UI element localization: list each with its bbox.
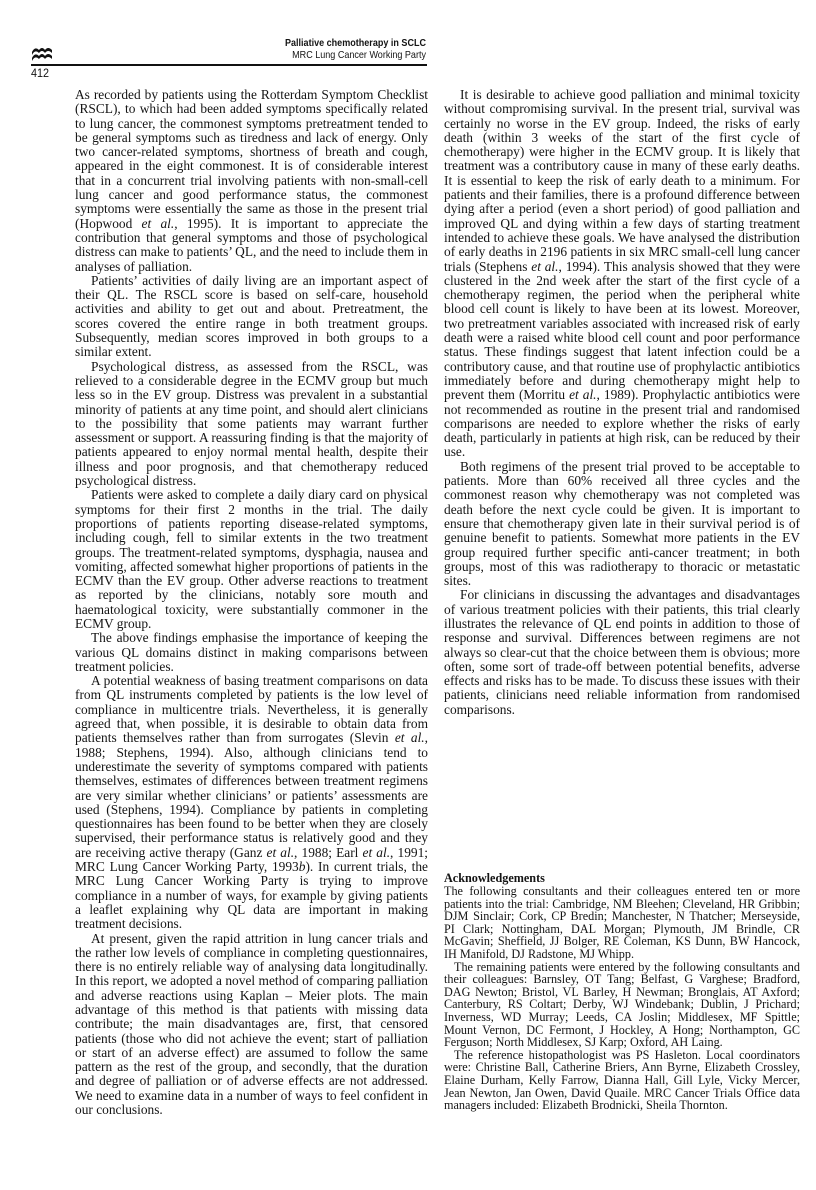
running-author: MRC Lung Cancer Working Party [292, 49, 426, 61]
italic-citation: et al. [394, 730, 425, 746]
acknowledgements-paragraph: The following consultants and their colleagues entered ten or more patients into the trial: Cambridge, NM Bleehen; Cleveland, HR Gribbin; DJM Sinclair; Cork, CP Bredin; Manchester, N Thatcher; Merseyside, PI Clark; Nottingham, DAL Morgan; Plymouth, JM Brindle, CR McGavin; Sheffield, JJ Bolger, RE Coleman, KS Dunn, BW Hancock, IH Manifold, DJ Radstone, MJ Whipp. [444, 884, 800, 961]
acknowledgements-paragraph: The remaining patients were entered by the following consultants and their colleagues: Barnsley, OT Tang; Belfast, G Varghese; Bradford, DAG Newton; Bristol, VL Barley, H Newman; Bronglais, AT Axford; Canterbury, RS Coltart; Derby, WJ Windebank; Dublin, J Prichard; Inverness, WD Murray; Leeds, CA Joslin; Middlesex, MF Spittle; Mount Vernon, DC Fermont, J Hockley, A Hong; Northampton, GC Ferguson; North Middlesex, SJ Karp; Oxford, AH Laing. [444, 959, 800, 1050]
body-paragraph: Patients were asked to complete a daily diary card on physical symptoms for their first 2 months in the trial. The daily proportions of patients reporting disease-related symptoms, including cough, fell to similar extents in the two treatment groups. The treatment-related symptoms, dysphagia, nausea and vomiting, affected somewhat higher proportions of patients in the ECMV than the EV group. Other adverse reactions to treatment as reported by the clinicians, notably sore mouth and haematological toxicity, were substantially commoner in the ECMV group. [75, 487, 428, 631]
acknowledgements-heading: Acknowledgements [444, 871, 545, 885]
body-paragraph: It is desirable to achieve good palliation and minimal toxicity without compromising survival. In the present trial, survival was certainly no worse in the EV group. Indeed, the risks of early death (within 3 weeks of the start of the first cycle of chemotherapy) were higher in the ECMV group. It is likely that treatment was a contributory cause in many of these early deaths. It is essential to keep the risk of early death to a minimum. For patients and their families, there is a profound difference between dying after a period (even a short period) of good palliation and improved QL and dying within a few days of starting treatment intended to achieve these goals. We have analysed the distribution of early deaths in 2196 patients in six MRC small-cell lung cancer trials (Stephens et al., 1994). This analysis showed that they were clustered in the 2nd week after the start of the first cycle of a chemotherapy regimen, the period when the peripheral white blood cell count is likely to have been at its lowest. Moreover, two pretreatment variables associated with increased risk of early death were a raised white blood cell count and poor performance status. These findings suggest that latent infection could be a contributory cause, and that routine use of prophylactic antibiotics immediately before and during chemotherapy might help to prevent them (Morritu et al., 1989). Prophylactic antibiotics were not recommended as routine in the present trial and randomised comparisons are needed to explore whether the risks of early death, particularly in patients at high risk, can be reduced by their use. [444, 87, 801, 460]
italic-citation: et al. [569, 387, 597, 403]
body-paragraph: A potential weakness of basing treatment comparisons on data from QL instruments completed by patients is the low level of compliance in multicentre trials. Nevertheless, it is generally agreed that, when possible, it is desirable to obtain data from patients themselves rather than from surrogates (Slevin et al., 1988; Stephens, 1994). Also, although clinicians tend to underestimate the severity of symptoms compared with patients themselves, estimates of differences between treatment regimens are very similar whether clinicians’ or patients’ assessments are used (Stephens, 1994). Compliance by patients in completing questionnaires has been found to be better when they are closely supervised, their performance status is relatively good and they are receiving active therapy (Ganz et al., 1988; Earl et al., 1991; MRC Lung Cancer Working Party, 1993b). In current trials, the MRC Lung Cancer Working Party is trying to improve compliance in a number of ways, for example by giving patients a leaflet explaining why QL data are important in making treatment decisions. [75, 673, 429, 932]
italic-citation: et al. [362, 844, 391, 860]
left-column [75, 88, 428, 1117]
italic-citation: b [298, 859, 306, 875]
journal-logo-icon [31, 45, 53, 61]
page-number: 412 [31, 66, 50, 80]
body-paragraph: Patients’ activities of daily living are an important aspect of their QL. The RSCL score is based on self-care, household activities and ability to get out and about. Pretreatment, the scores covered the entire range in both treatment groups. Subsequently, median scores improved in both groups to a similar extent. [75, 272, 428, 360]
italic-citation: et al. [531, 258, 559, 274]
italic-citation: et al. [266, 844, 295, 860]
body-paragraph: Psychological distress, as assessed from the RSCL, was relieved to a considerable degree in the ECMV group but much less so in the EV group. Distress was prevalent in a substantial minority of patients at any time point, and should alert clinicians to the possibility that some patients may warrant further assessment or support. A reassuring finding is that the majority of patients appeared to enjoy normal mental health, despite their illness and poor prognosis, and that chemotherapy reduced psychological distress. [75, 358, 428, 489]
body-paragraph: The above findings emphasise the importance of keeping the various QL domains distinct in making comparisons between treatment policies. [75, 630, 428, 674]
right-column [444, 88, 800, 717]
acknowledgements-paragraph: The reference histopathologist was PS Hasleton. Local coordinators were: Christine Ball, Catherine Briers, Ann Byrne, Elizabeth Crossley, Elaine Durham, Kelly Farrow, Dianna Hall, Gill Lyle, Vicky Mercer, Jean Newton, Jan Owen, David Quaile. MRC Cancer Trials Office data managers included: Elizabeth Brodnicki, Sheila Thornton. [444, 1047, 800, 1113]
body-paragraph: As recorded by patients using the Rotterdam Symptom Checklist (RSCL), to which had been added symptoms specifically related to lung cancer, the commonest symptoms pretreatment tended to be general symptoms such as tiredness and lack of energy. Only two cancer-related symptoms, shortness of breath and cough, appeared in the eight commonest. It is of considerable interest that in a concurrent trial involving patients with non-small-cell lung cancer and good performance status, the commonest symptoms were essentially the same as those in the present trial (Hopwood et al., 1995). It is important to appreciate the contribution that general symptoms and those of psychological distress can make to patients’ QL, and the need to include them in analyses of palliation. [75, 87, 429, 274]
body-paragraph: For clinicians in discussing the advantages and disadvantages of various treatment policies with their patients, this trial clearly illustrates the relevance of QL end points in addition to those of response and survival. Differences between regimens are not always so clear-cut that the choice between them is obvious; more often, some sort of trade-off between potential benefits, adverse effects and risks has to be made. To discuss these issues with their patients, clinicians need reliable information from randomised comparisons. [444, 587, 800, 717]
body-paragraph: At present, given the rapid attrition in lung cancer trials and the rather low levels of compliance in completing questionnaires, there is no entirely reliable way of analysing data longitudinally. In this report, we adopted a novel method of comparing palliation and adverse reactions using Kaplan – Meier plots. The main advantage of this method is that patients with missing data contribute; the main disadvantages are, first, that censored patients (those who did not achieve the event; start of palliation or start of an adverse effect) are assumed to follow the same pattern as the rest of the group, and secondly, that the duration and degree of palliation or of adverse effects are not addressed. We need to examine data in a number of ways to feel confident in our conclusions. [75, 930, 428, 1118]
running-title: Palliative chemotherapy in SCLC [284, 37, 426, 49]
body-paragraph: Both regimens of the present trial proved to be acceptable to patients. More than 60% received all three cycles and the commonest reason why chemotherapy was not completed was death before the next cycle could be given. It is important to ensure that chemotherapy given late in their survival period is of genuine benefit to patients. Somewhat more patients in the EV group required further specific anti-cancer treatment; in both groups, most of this was radiotherapy to thoracic or metastatic sites. [444, 458, 800, 589]
italic-citation: et al. [141, 215, 175, 231]
header-rule [31, 64, 427, 66]
acknowledgements-section [444, 872, 800, 1112]
